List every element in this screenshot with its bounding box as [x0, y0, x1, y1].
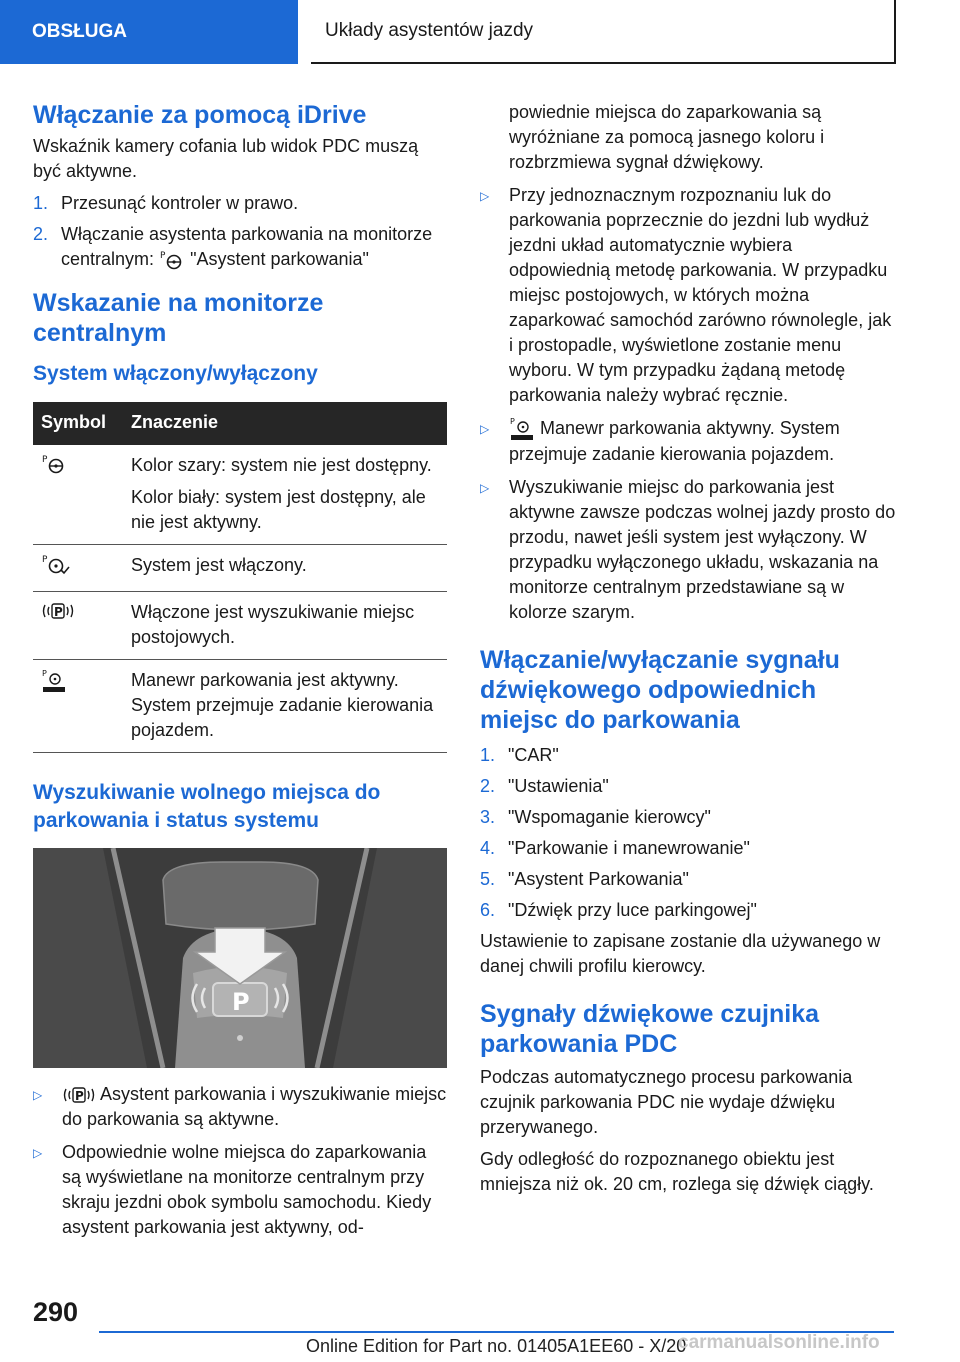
list-item	[480, 416, 896, 467]
parking-assistant-on-icon	[41, 553, 71, 575]
svg-text:P: P	[510, 417, 515, 427]
parking-auto-icon	[41, 668, 67, 694]
step-text	[61, 222, 449, 272]
meaning-cell	[123, 445, 447, 545]
svg-text:P: P	[42, 669, 47, 678]
svg-text:P: P	[75, 1089, 84, 1104]
parking-search-icon	[41, 600, 75, 622]
chapter-title: Układy asystentów jazdy	[311, 0, 896, 64]
list-item	[33, 1140, 449, 1240]
list-item	[33, 1082, 449, 1132]
table-row	[33, 660, 447, 753]
step-text-pre: Włączanie asystenta parkowania na monitorze centralnym:	[61, 224, 433, 269]
menu-steps	[480, 743, 896, 923]
table-row	[33, 592, 447, 660]
heading-idrive: Włączanie za pomocą iDrive	[33, 101, 367, 129]
heading-pdc: Sygnały dźwiękowe czujnika parkowania PDC	[480, 1000, 820, 1059]
meaning-text: Kolor biały: system jest dostępny, ale nie jest aktywny.	[131, 487, 426, 532]
right-column	[480, 100, 896, 1204]
symbol-cell	[33, 545, 123, 592]
page-number: 290	[33, 1297, 79, 1327]
step-text: "CAR"	[508, 745, 559, 766]
list-item	[480, 183, 896, 408]
step-number: 4.	[480, 838, 496, 859]
meaning-cell	[123, 592, 447, 660]
bullet-text: Odpowiednie wolne miejsca do zaparkowania są wyświetlane na monitorze centralnym przy skraju jezdni obok symbolu samochodu. Kiedy asystent parkowania jest aktywny, od-	[62, 1142, 432, 1237]
parking-search-illustration	[33, 848, 447, 1068]
symbol-table	[33, 402, 447, 753]
symbol-cell	[33, 592, 123, 660]
figure-parking-symbol: P	[232, 988, 250, 1016]
header-meaning: Znaczenie	[123, 402, 447, 445]
bullet-text: Wyszukiwanie miejsc do parkowania jest aktywne zawsze podczas wolnej jazdy prosto do przodu, nawet jeśli system jest wyłączony. W przypadku wyłączonego układu, wskazania na monitorze centralnym przedstawiane są w kolorze szarym.	[509, 477, 896, 623]
heading-search: Wyszukiwanie wolnego miejsca do parkowania i status systemu	[33, 781, 381, 832]
step-text: "Parkowanie i manewrowanie"	[508, 838, 750, 859]
step-number: 1.	[480, 745, 496, 766]
list-item	[33, 222, 449, 272]
svg-text:P: P	[42, 555, 48, 565]
meaning-cell	[123, 545, 447, 592]
step-text-post: "Asystent parkowania"	[190, 249, 369, 269]
step-text: "Asystent Parkowania"	[508, 869, 689, 890]
meaning-text: Kolor szary: system nie jest dostępny.	[131, 455, 432, 475]
parking-search-icon	[62, 1084, 96, 1106]
footer-watermark: carmanualsonline.info	[678, 1332, 880, 1353]
step-number: 3.	[480, 807, 496, 828]
step-text: "Dźwięk przy luce parkingowej"	[508, 900, 757, 921]
footer-edition: Online Edition for Part no. 01405A1EE60 - X/20	[306, 1336, 687, 1356]
list-item	[480, 836, 896, 861]
bullet-text-body: Manewr parkowania aktywny. System przejmuje zadanie kierowania pojazdem.	[509, 418, 840, 465]
bullet-text	[509, 416, 896, 467]
step-number: 5.	[480, 869, 496, 890]
continued-text: powiednie miejsca do zaparkowania są wyróżniane za pomocą jasnego koloru i rozbrzmiewa sygnał dźwiękowy.	[509, 102, 825, 172]
section-tab: OBSŁUGA	[0, 0, 298, 64]
bullet-text	[62, 1082, 449, 1132]
list-item	[480, 743, 896, 768]
step-number: 2.	[33, 224, 49, 244]
list-item	[480, 475, 896, 625]
paragraph-pdc-1: Podczas automatycznego procesu parkowania czujnik parkowania PDC nie wydaje dźwięku przerywanego.	[480, 1067, 853, 1138]
left-column	[33, 100, 449, 1248]
table-row	[33, 445, 447, 545]
meaning-text: Włączone jest wyszukiwanie miejsc postojowych.	[131, 602, 415, 647]
list-item	[33, 191, 449, 216]
heading-monitor: Wskazanie na monitorze centralnym	[33, 289, 324, 347]
list-item	[480, 867, 896, 892]
paragraph-profile: Ustawienie to zapisane zostanie dla używanego w danej chwili profilu kierowcy.	[480, 931, 881, 977]
right-bullets	[480, 183, 896, 625]
search-bullets	[33, 1082, 449, 1240]
step-text: "Wspomaganie kierowcy"	[508, 807, 711, 828]
symbol-cell	[33, 445, 123, 545]
idrive-steps	[33, 191, 449, 272]
meaning-text: Manewr parkowania jest aktywny. System przejmuje zadanie kierowania pojazdem.	[131, 670, 434, 740]
parking-assistant-icon	[159, 249, 185, 271]
table-row	[33, 545, 447, 592]
step-number: 2.	[480, 776, 496, 797]
meaning-text: System jest włączony.	[131, 555, 307, 575]
heading-system: System włączony/wyłączony	[33, 362, 318, 385]
heading-sound: Włączanie/wyłączanie sygnału dźwiękowego odpowiednich miejsc do parkowania	[480, 646, 840, 735]
triangle-bullet-icon: ▷	[33, 1088, 43, 1102]
list-item	[480, 774, 896, 799]
parking-assistant-icon	[41, 453, 67, 475]
step-number: 6.	[480, 900, 496, 921]
triangle-bullet-icon: ▷	[480, 189, 490, 203]
parking-auto-icon	[509, 416, 535, 442]
symbol-cell	[33, 660, 123, 753]
list-item	[480, 805, 896, 830]
bullet-text: Przy jednoznacznym rozpoznaniu luk do parkowania poprzecznie do jezdni lub wydłuż jezdni układ automatycznie wybiera odpowiednią metodę parkowania. W przypadku miejsc postojowych, w których można zaparkować samochód zarówno równolegle, jak i prostopadle, wyświetlone zostanie menu wyboru. W tym przypadku żądaną metodę parkowania należy wybrać ręcznie.	[509, 185, 892, 405]
meaning-cell	[123, 660, 447, 753]
svg-text:P: P	[54, 605, 63, 619]
table-header-row	[33, 402, 447, 445]
step-text: Przesunąć kontroler w prawo.	[61, 193, 299, 213]
svg-text:P: P	[160, 251, 166, 262]
paragraph-pdc-2: Gdy odległość do rozpoznanego obiektu jest mniejsza niż ok. 20 cm, rozlega się dźwięk ciągły.	[480, 1149, 874, 1195]
triangle-bullet-icon: ▷	[33, 1146, 43, 1160]
triangle-bullet-icon: ▷	[480, 481, 490, 496]
svg-text:P: P	[42, 455, 48, 465]
paragraph-idrive: Wskaźnik kamery cofania lub widok PDC muszą być aktywne.	[33, 136, 419, 181]
header-symbol: Symbol	[33, 402, 123, 445]
list-item	[480, 898, 896, 923]
step-text: "Ustawienia"	[508, 776, 609, 797]
step-number: 1.	[33, 193, 49, 213]
bullet-text-body: Asystent parkowania i wyszukiwanie miejsc do parkowania są aktywne.	[62, 1084, 447, 1129]
triangle-bullet-icon: ▷	[480, 422, 490, 436]
